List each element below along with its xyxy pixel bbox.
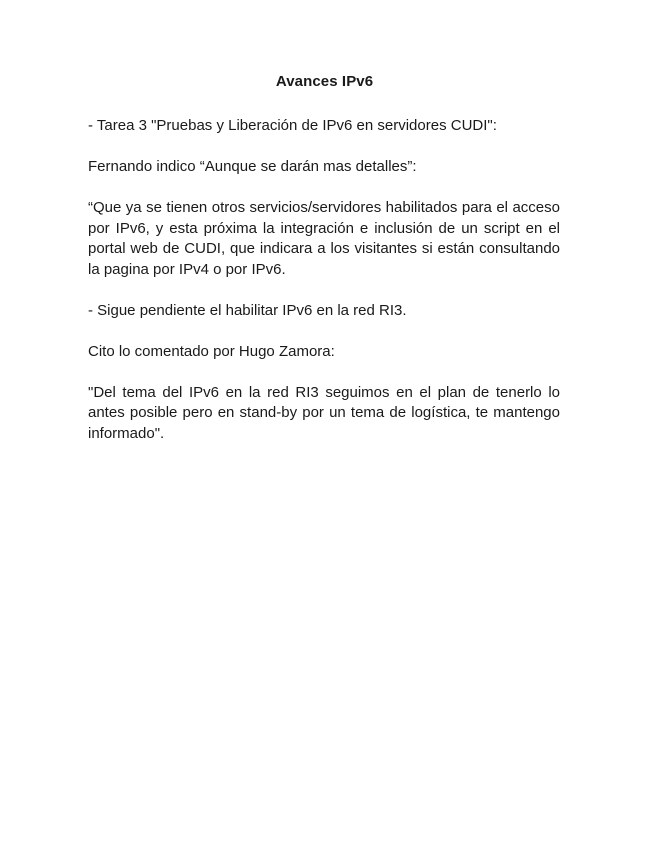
paragraph-fernando-intro: Fernando indico “Aunque se darán mas detalles”:: [88, 158, 417, 175]
paragraph-fernando-quote: “Que ya se tienen otros servicios/servidores habilitados para el acceso por IPv6, y esta próxima la integración e inclusión de un script en el portal web de CUDI, que indicara a los visitantes si están consultando la pagina por IPv4 o por IPv6.: [88, 199, 560, 278]
paragraph-hugo-intro: Cito lo comentado por Hugo Zamora:: [88, 342, 335, 360]
paragraph-ri3-pending: - Sigue pendiente el habilitar IPv6 en la red RI3.: [88, 301, 407, 319]
paragraph-hugo-quote: "Del tema del IPv6 en la red RI3 seguimos en el plan de tenerlo lo antes posible pero en stand-by por un tema de logística, te mantengo informado".: [88, 383, 560, 442]
document-title: Avances IPv6: [275, 73, 374, 90]
paragraph-task-3: - Tarea 3 "Pruebas y Liberación de IPv6 en servidores CUDI":: [88, 117, 497, 134]
document-body: [88, 116, 560, 465]
